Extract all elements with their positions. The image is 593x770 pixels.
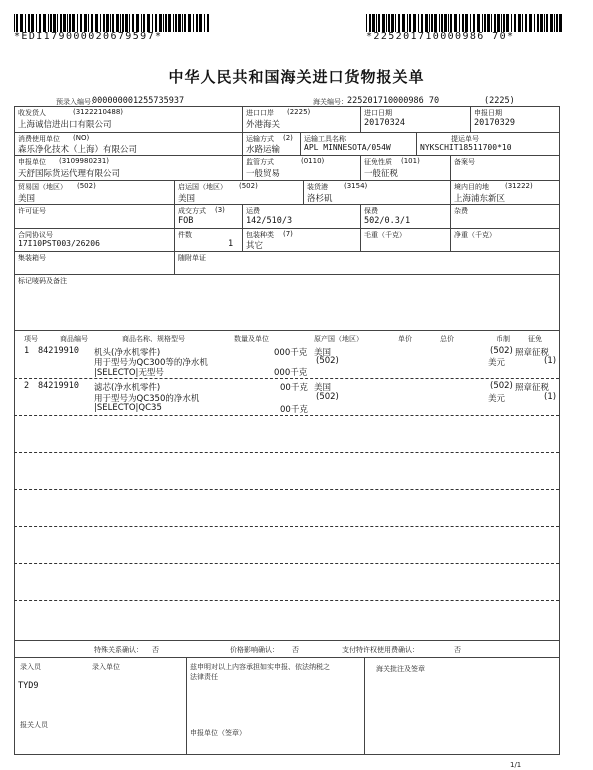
- goods-1-currency: 美元: [488, 358, 506, 368]
- supervision-value: 一般贸易: [246, 169, 281, 179]
- goods-divider-5: [14, 526, 559, 527]
- declare-unit-seal-label: 申报单位（签章）: [190, 729, 246, 737]
- origin-country-value: 美国: [178, 194, 196, 204]
- page-number: 1/1: [510, 761, 522, 769]
- royalty-label: 支付特许权使用费确认：: [342, 646, 419, 654]
- deal-mode-code: (3): [215, 206, 225, 214]
- goods-2-exemption: 照章征税: [515, 383, 550, 393]
- transport-mode-label: 运输方式: [246, 135, 274, 143]
- customs-no-value: 225201710000986 70: [347, 96, 440, 106]
- marks-label: 标记唛码及备注: [18, 277, 67, 285]
- entry-person-value: TYD9: [18, 681, 39, 691]
- goods-1-origin: 美国: [314, 348, 332, 358]
- goods-header-exemption: 征免: [528, 335, 542, 343]
- goods-2-qty-line3: 00千克: [280, 405, 308, 415]
- contract-value: 17I10PST003/26206: [18, 239, 100, 248]
- barcode-right-text: *225201710000986 70*: [366, 31, 515, 42]
- goods-2-origin-code: (502): [316, 392, 339, 402]
- consignee-value: 上海诚信进出口有限公司: [18, 120, 112, 130]
- customs-remarks-label: 海关批注及签章: [376, 665, 425, 673]
- consumer-code: (NO): [73, 134, 90, 142]
- declarant-value: 天舒国际货运代理有限公司: [18, 169, 121, 179]
- special-relation-label: 特殊关系确认：: [94, 646, 143, 654]
- loading-port-value: 洛杉矶: [307, 194, 333, 204]
- goods-2-name-line3: |SELECTO|QC35: [94, 403, 162, 413]
- transport-tool-value: APL MINNESOTA/054W: [304, 143, 391, 152]
- goods-header-name: 商品名称、规格型号: [122, 335, 185, 343]
- goods-1-qty-line1: 000千克: [274, 348, 308, 358]
- transport-mode-code: (2): [283, 134, 293, 142]
- price-influence-value: 否: [292, 646, 299, 654]
- goods-header-code: 商品编号: [60, 335, 88, 343]
- declare-date-label: 申报日期: [474, 109, 502, 117]
- goods-1-currency-code: (502): [490, 346, 513, 356]
- goods-1-name-line3: |SELECTO|无型号: [94, 368, 164, 378]
- import-port-label: 进口口岸: [246, 109, 274, 117]
- declaration-line1: 兹申明对以上内容承担如实申报、依法纳税之: [190, 663, 330, 671]
- trade-country-code: (502): [77, 182, 96, 190]
- deal-mode-value: FOB: [178, 216, 194, 226]
- license-label: 许可证号: [18, 207, 46, 215]
- package-value: 其它: [246, 241, 264, 251]
- loading-port-code: (3154): [344, 182, 368, 190]
- goods-2-name-line2: 用于型号为QC350的净水机: [94, 394, 200, 404]
- goods-1-name-line1: 机头(净水机零件): [94, 348, 161, 358]
- goods-1-qty-line3: 000千克: [274, 368, 308, 378]
- pre-entry-value: 000000001255735937: [92, 96, 185, 106]
- supervision-code: (0110): [301, 157, 325, 165]
- consignee-label: 收发货人: [18, 109, 46, 117]
- pieces-label: 件数: [178, 231, 192, 239]
- goods-2-qty-line1: 00千克: [280, 383, 308, 393]
- contract-label: 合同协议号: [18, 231, 53, 239]
- net-weight-label: 净重（千克）: [454, 231, 496, 239]
- barcode-left-text: *EDI179000020679597*: [14, 31, 163, 42]
- origin-country-code: (502): [239, 182, 258, 190]
- deal-mode-label: 成交方式: [178, 207, 206, 215]
- goods-divider-4: [14, 489, 559, 490]
- origin-country-label: 启运国（地区）: [178, 183, 227, 191]
- consumer-value: 森乐净化技术（上海）有限公司: [18, 145, 138, 155]
- import-date-label: 进口日期: [364, 109, 392, 117]
- price-influence-label: 价格影响确认：: [230, 646, 279, 654]
- record-no-label: 备案号: [454, 158, 475, 166]
- container-label: 集装箱号: [18, 254, 46, 262]
- royalty-value: 否: [454, 646, 461, 654]
- customs-port-code: (2225): [484, 96, 515, 106]
- goods-divider-1: [14, 378, 559, 379]
- goods-2-no: 2: [24, 381, 30, 391]
- pieces-value: 1: [228, 239, 234, 249]
- destination-code: (31222): [505, 182, 533, 190]
- goods-header-origin: 原产国（地区）: [314, 335, 363, 343]
- goods-header-price: 单价: [398, 335, 412, 343]
- goods-2-exemption-code: (1): [544, 392, 557, 402]
- goods-2-currency-code: (502): [490, 381, 513, 391]
- barcode-right: [366, 14, 562, 32]
- import-port-code: (2225): [287, 108, 311, 116]
- goods-1-origin-code: (502): [316, 356, 339, 366]
- goods-divider-3: [14, 452, 559, 453]
- goods-divider-2: [14, 415, 559, 416]
- entry-person-label: 录入员: [20, 663, 41, 671]
- declaration-line2: 法律责任: [190, 673, 218, 681]
- freight-value: 142/510/3: [246, 216, 293, 226]
- goods-1-code: 84219910: [38, 346, 79, 356]
- import-port-value: 外港海关: [246, 120, 281, 130]
- tax-nature-code: (101): [401, 157, 420, 165]
- trade-country-label: 贸易国（地区）: [18, 183, 67, 191]
- document-title: 中华人民共和国海关进口货物报关单: [168, 68, 425, 86]
- gross-weight-label: 毛重（千克）: [364, 231, 406, 239]
- loading-port-label: 装货港: [307, 183, 328, 191]
- goods-1-no: 1: [24, 346, 30, 356]
- freight-label: 运费: [246, 207, 260, 215]
- goods-divider-6: [14, 563, 559, 564]
- goods-header-total: 总价: [440, 335, 454, 343]
- import-date-value: 20170324: [364, 118, 405, 128]
- bill-no-label: 提运单号: [451, 135, 479, 143]
- goods-2-origin: 美国: [314, 383, 332, 393]
- declare-date-value: 20170329: [474, 118, 515, 128]
- tax-nature-label: 征免性质: [364, 158, 392, 166]
- barcode-left: [14, 14, 212, 32]
- pre-entry-label: 预录入编号：: [56, 98, 98, 106]
- consumer-label: 消费使用单位: [18, 135, 60, 143]
- goods-2-name-line1: 滤芯(净水机零件): [94, 383, 161, 393]
- customs-no-label: 海关编号：: [313, 98, 348, 106]
- declarant-person-label: 报关人员: [20, 721, 48, 729]
- goods-header-no: 项号: [24, 335, 38, 343]
- goods-1-name-line2: 用于型号为QC300等的净水机: [94, 358, 208, 368]
- supervision-label: 监管方式: [246, 158, 274, 166]
- package-code: (7): [283, 230, 293, 238]
- insurance-label: 保费: [364, 207, 378, 215]
- declarant-code: (3109980231): [59, 157, 109, 165]
- tax-nature-value: 一般征税: [364, 169, 399, 179]
- destination-value: 上海浦东新区: [454, 194, 506, 204]
- transport-tool-label: 运输工具名称: [304, 135, 346, 143]
- goods-2-currency: 美元: [488, 394, 506, 404]
- insurance-value: 502/0.3/1: [364, 216, 411, 226]
- consignee-code: (3122210488): [73, 108, 123, 116]
- documents-label: 随附单证: [178, 254, 206, 262]
- misc-fee-label: 杂费: [454, 207, 468, 215]
- declarant-label: 申报单位: [18, 158, 46, 166]
- transport-mode-value: 水路运输: [246, 145, 281, 155]
- goods-1-exemption: 照章征税: [515, 348, 550, 358]
- package-label: 包装种类: [246, 231, 274, 239]
- goods-1-exemption-code: (1): [544, 356, 557, 366]
- trade-country-value: 美国: [18, 194, 36, 204]
- entry-unit-label: 录入单位: [92, 663, 120, 671]
- destination-label: 境内目的地: [454, 183, 489, 191]
- goods-2-code: 84219910: [38, 381, 79, 391]
- goods-header-currency: 币制: [496, 335, 510, 343]
- special-relation-value: 否: [152, 646, 159, 654]
- bill-no-value: NYKSCHIT18511700*10: [420, 143, 512, 152]
- goods-header-qty: 数量及单位: [234, 335, 269, 343]
- goods-divider-7: [14, 600, 559, 601]
